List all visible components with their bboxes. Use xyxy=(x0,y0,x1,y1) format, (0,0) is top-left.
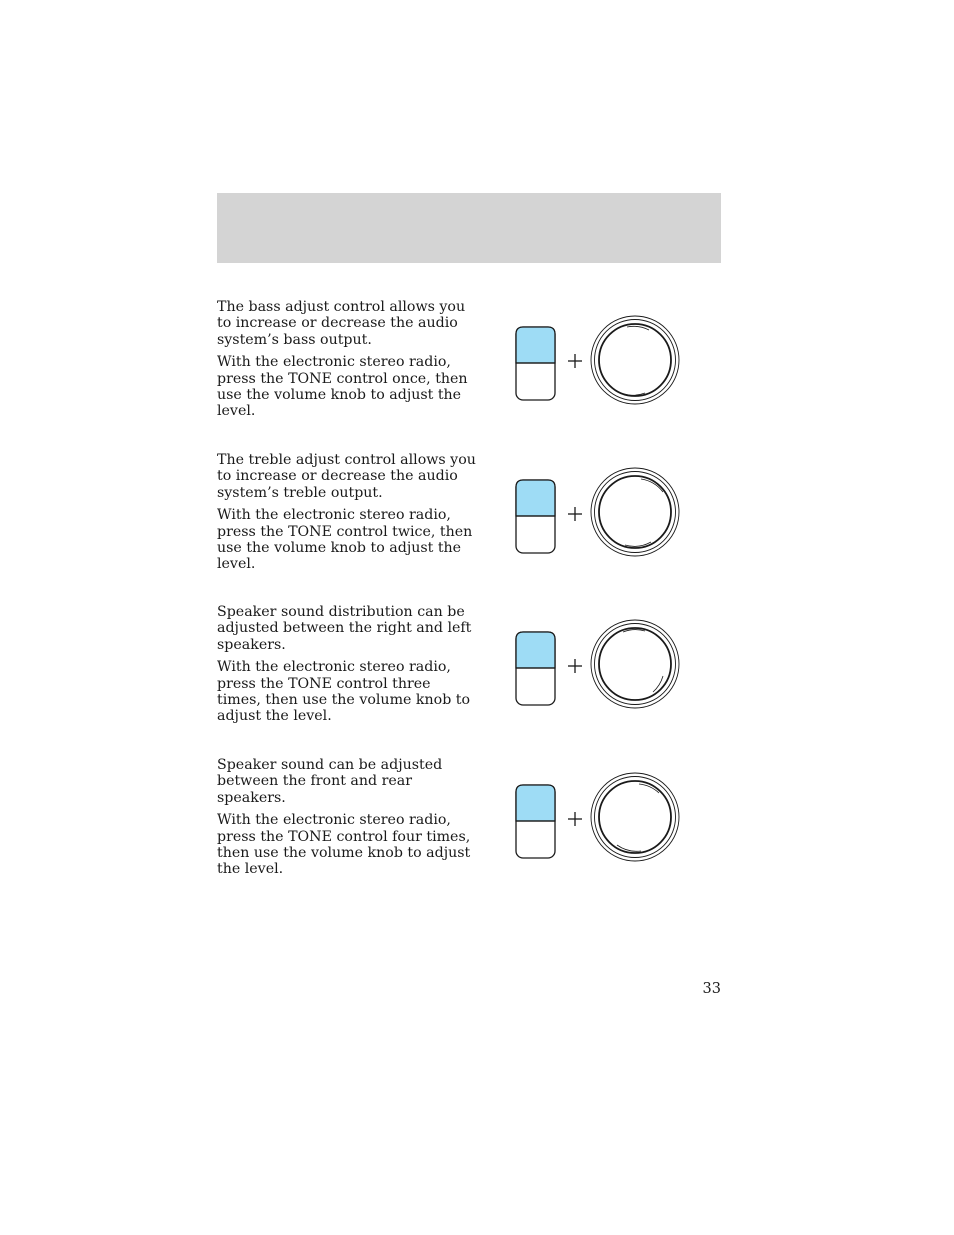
plus-icon xyxy=(568,659,582,673)
section-balance xyxy=(217,604,721,734)
tone-button-icon xyxy=(516,327,555,400)
section-text xyxy=(217,757,477,884)
section-fade xyxy=(217,757,721,887)
section-bass xyxy=(217,299,721,429)
section-text xyxy=(217,452,477,579)
chapter-header-band xyxy=(217,193,721,263)
tone-volume-illustration xyxy=(513,618,685,716)
tone-volume-illustration xyxy=(513,771,685,869)
plus-icon xyxy=(568,507,582,521)
description-paragraph: The bass adjust control allows you to increase or decrease the audio system’s bass output. xyxy=(217,299,466,348)
description-paragraph: Speaker sound can be adjusted between the front and rear speakers. xyxy=(217,757,443,806)
tone-volume-illustration xyxy=(513,313,685,411)
tone-button-icon xyxy=(516,785,555,858)
description-paragraph: The treble adjust control allows you to increase or decrease the audio system’s treble output. xyxy=(217,452,476,501)
instruction-paragraph: With the electronic stereo radio, press the TONE control twice, then use the volume knob to adjust the level. xyxy=(217,507,473,573)
instruction-paragraph: With the electronic stereo radio, press the TONE control four times, then use the volume knob to adjust the level. xyxy=(217,812,471,878)
section-treble xyxy=(217,452,721,582)
instruction-paragraph: With the electronic stereo radio, press the TONE control three times, then use the volume knob to adjust the level. xyxy=(217,659,471,725)
tone-button-icon xyxy=(516,632,555,705)
volume-knob-icon xyxy=(591,773,679,861)
tone-button-icon xyxy=(516,480,555,553)
section-text xyxy=(217,299,477,426)
plus-icon xyxy=(568,354,582,368)
section-text xyxy=(217,604,477,731)
plus-icon xyxy=(568,812,582,826)
instruction-paragraph: With the electronic stereo radio, press the TONE control once, then use the volume knob to adjust the level. xyxy=(217,354,468,420)
page-number: 33 xyxy=(702,981,721,997)
volume-knob-icon xyxy=(591,316,679,404)
volume-knob-icon xyxy=(591,620,679,708)
tone-volume-illustration xyxy=(513,466,685,564)
description-paragraph: Speaker sound distribution can be adjusted between the right and left speakers. xyxy=(217,604,472,653)
volume-knob-icon xyxy=(591,468,679,556)
